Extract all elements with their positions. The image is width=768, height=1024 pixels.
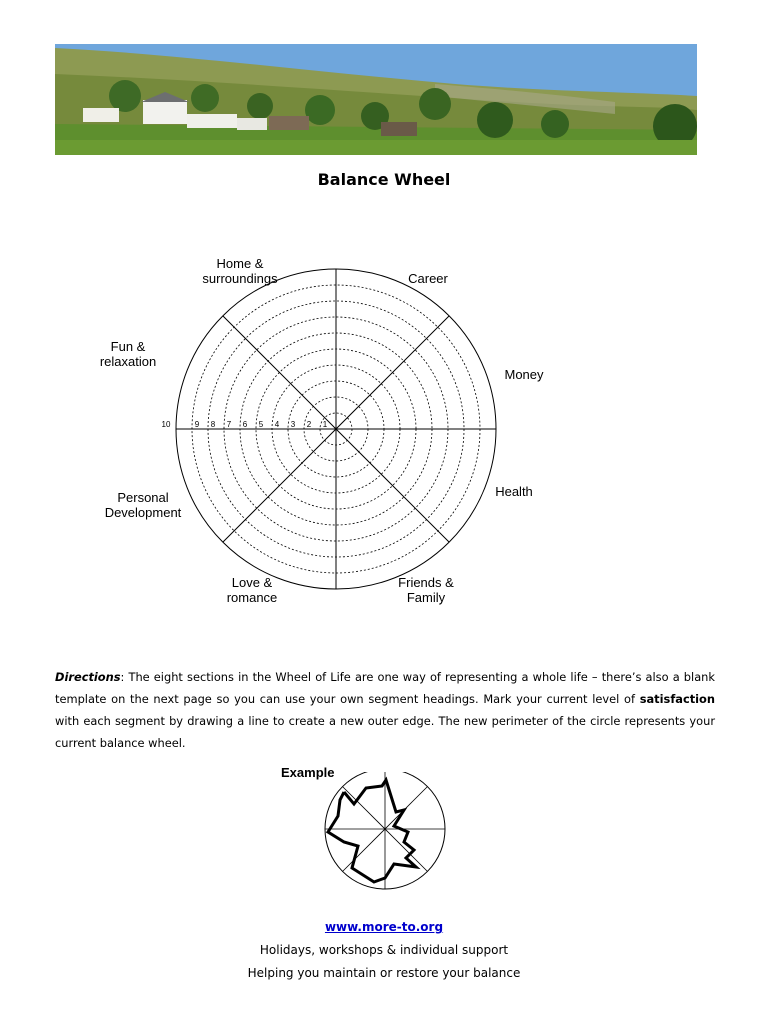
scale-label-7: 7 bbox=[226, 420, 232, 429]
segment-label-money: Money bbox=[504, 367, 544, 382]
directions-emphasis: satisfaction bbox=[639, 692, 715, 706]
example-label: Example bbox=[281, 765, 335, 780]
scale-label-3: 3 bbox=[290, 420, 296, 429]
segment-label-home: Home & surroundings bbox=[202, 256, 278, 286]
segment-label-career: Career bbox=[408, 271, 448, 286]
segment-label-fun: Fun & relaxation bbox=[99, 339, 157, 369]
scale-label-4: 4 bbox=[274, 420, 280, 429]
scale-label-1: 1 bbox=[322, 420, 328, 429]
scale-label-10: 10 bbox=[161, 420, 171, 429]
scale-label-2: 2 bbox=[306, 420, 312, 429]
segment-label-love: Love & romance bbox=[226, 575, 278, 605]
scale-label-5: 5 bbox=[258, 420, 264, 429]
example-wheel bbox=[318, 772, 454, 892]
scale-label-9: 9 bbox=[194, 420, 200, 429]
directions-text-after: with each segment by drawing a line to create a new outer edge. The new perimeter of the circle represents your current balance wheel. bbox=[55, 714, 715, 750]
directions-lead: Directions bbox=[55, 670, 121, 684]
footer-tagline-2: Helping you maintain or restore your balance bbox=[247, 966, 521, 980]
segment-label-personal: Personal Development bbox=[104, 490, 182, 520]
segment-label-friends: Friends & Family bbox=[398, 575, 454, 605]
directions-text-before: : The eight sections in the Wheel of Life are one way of representing a whole life – there’s also a blank template on the next page so you can use your own segment headings. Mark your current level of bbox=[55, 670, 715, 706]
page-title: Balance Wheel bbox=[317, 170, 451, 189]
scale-label-8: 8 bbox=[210, 420, 216, 429]
scale-label-6: 6 bbox=[242, 420, 248, 429]
footer-tagline-1: Holidays, workshops & individual support bbox=[259, 943, 509, 957]
segment-label-health: Health bbox=[495, 484, 533, 499]
website-link[interactable]: www.more-to.org bbox=[324, 920, 444, 934]
directions-paragraph bbox=[55, 666, 715, 754]
